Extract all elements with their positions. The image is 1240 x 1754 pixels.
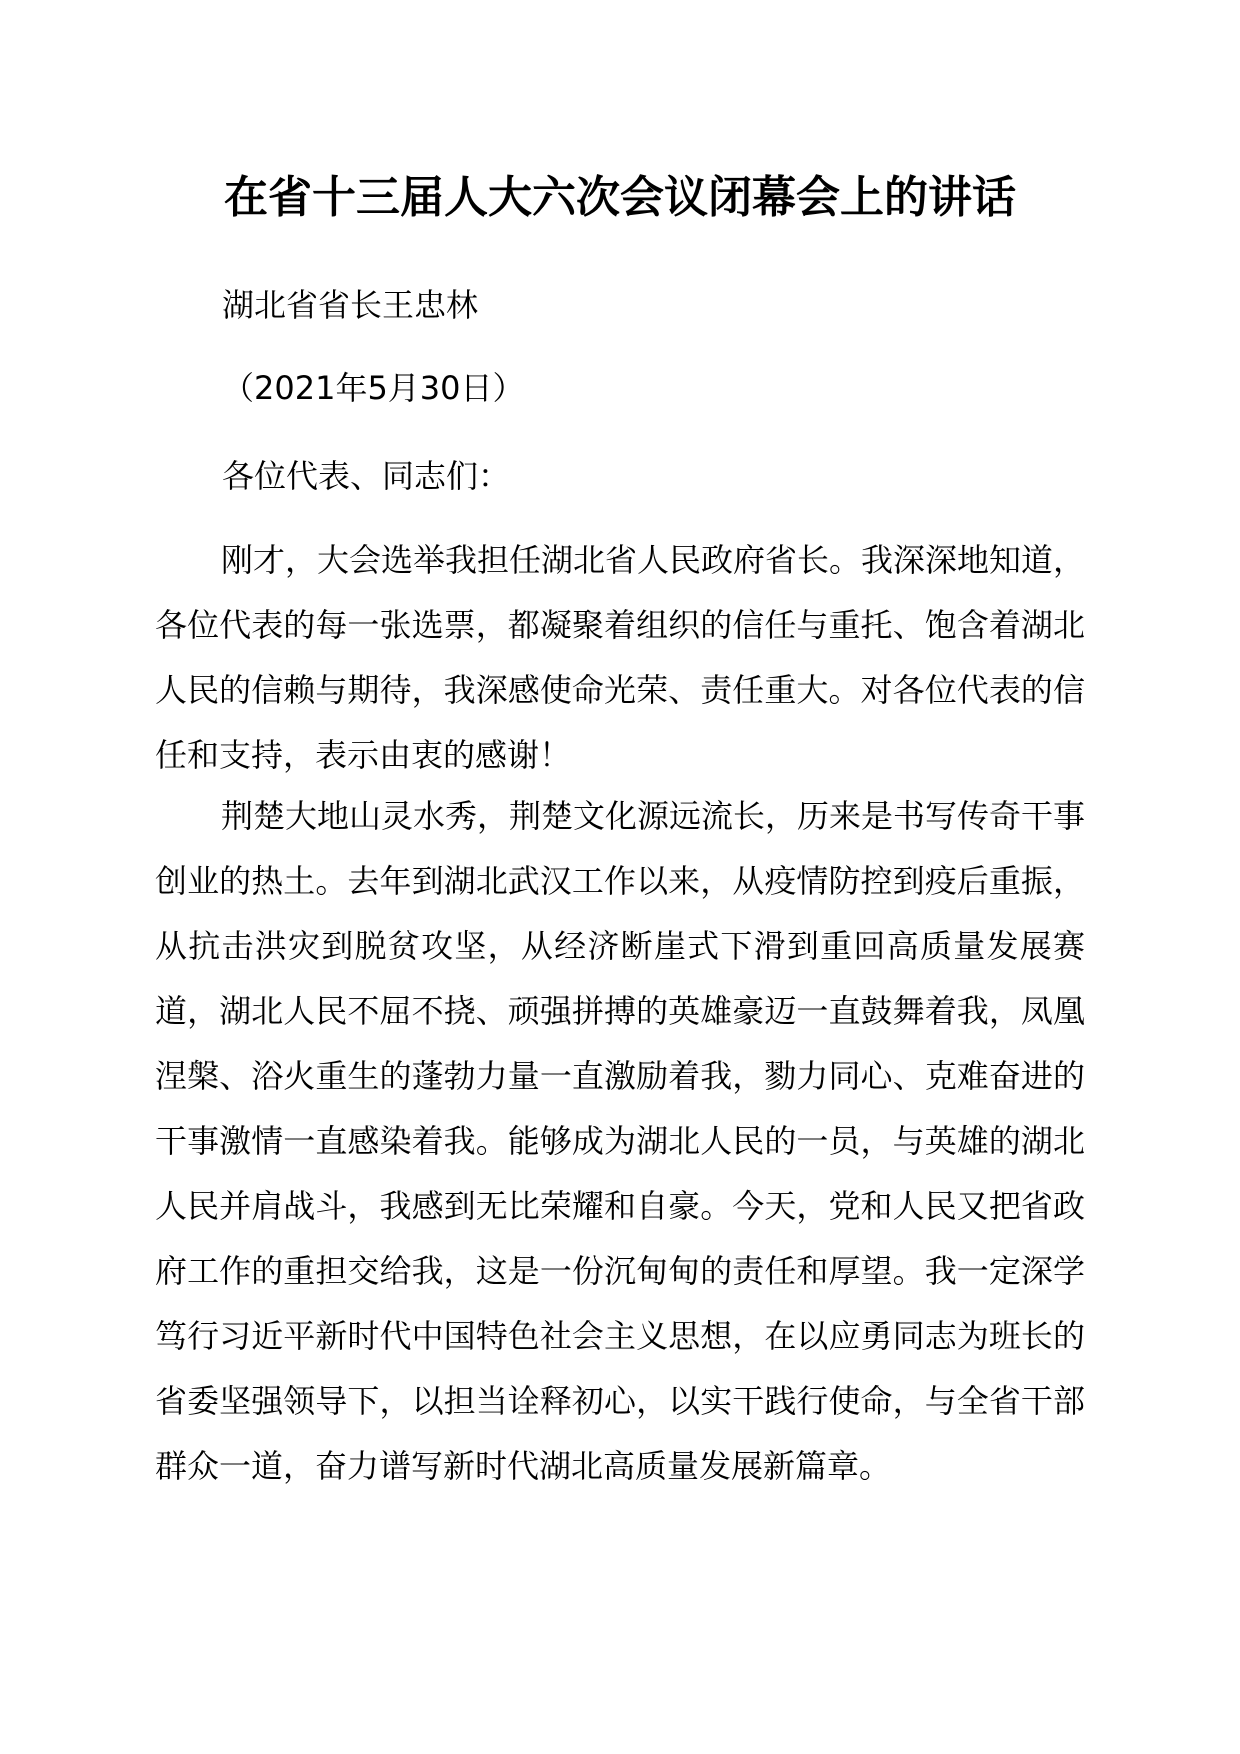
document-title: 在省十三届人大六次会议闭幕会上的讲话: [224, 172, 1016, 223]
author-line: 湖北省省长王忠林: [222, 286, 479, 324]
salutation-line: 各位代表、同志们：: [222, 457, 511, 495]
body-paragraph: 刚才，大会选举我担任湖北省人民政府省长。我深深地知道，各位代表的每一张选票，都凝聚着组织的信任与重托、饱含着湖北人民的信赖与期待，我深感使命光荣、责任重大。对各位代表的信任和支持，表示由衷的感谢！: [155, 541, 1086, 774]
body-paragraph: 荆楚大地山灵水秀，荆楚文化源远流长，历来是书写传奇干事创业的热土。去年到湖北武汉工作以来，从疫情防控到疫后重振，从抗击洪灾到脱贫攻坚，从经济断崖式下滑到重回高质量发展赛道，湖北人民不屈不挠、顽强拼搏的英雄豪迈一直鼓舞着我，凤凰涅槃、浴火重生的蓬勃力量一直激励着我，勠力同心、克难奋进的干事激情一直感染着我。能够成为湖北人民的一员，与英雄的湖北人民并肩战斗，我感到无比荣耀和自豪。今天，党和人民又把省政府工作的重担交给我，这是一份沉甸甸的责任和厚望。我一定深学笃行习近平新时代中国特色社会主义思想，在以应勇同志为班长的省委坚强领导下，以担当诠释初心，以实干践行使命，与全省干部群众一道，奋力谱写新时代湖北高质量发展新篇章。: [155, 797, 1086, 1485]
date-line: （2021年5月30日）: [222, 369, 525, 407]
